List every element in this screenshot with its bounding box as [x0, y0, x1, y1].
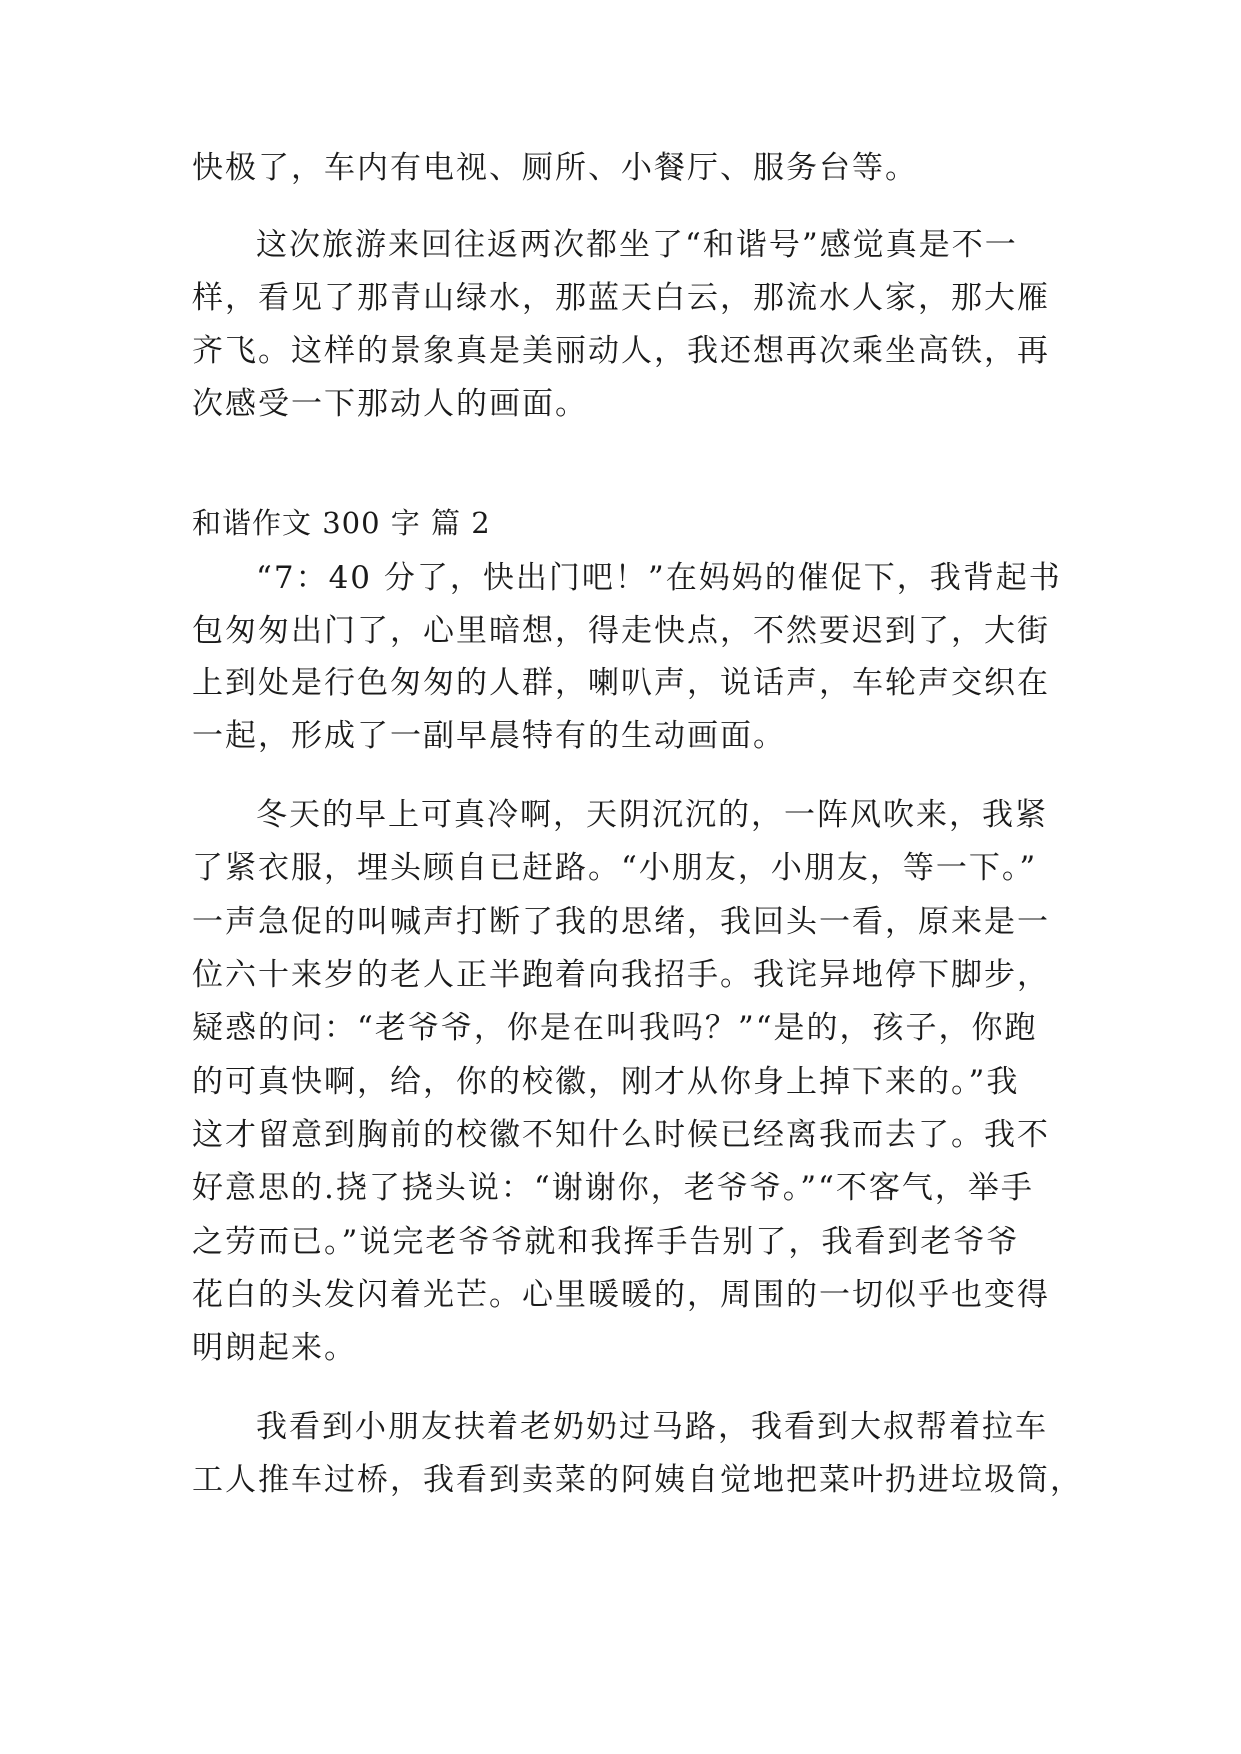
text-line: 上到处是行色匆匆的人群，喇叭声，说话声，车轮声交织在: [192, 665, 1050, 701]
text-line: “7：40 分了，快出门吧！”在妈妈的催促下，我背起书: [256, 560, 1062, 596]
text-line: 包匆匆出门了，心里暗想，得走快点，不然要迟到了，大街: [192, 613, 1050, 649]
text-line: 之劳而已。”说完老爷爷就和我挥手告别了，我看到老爷爷: [192, 1224, 1020, 1260]
section-heading: 和谐作文 300 字 篇 2: [192, 506, 491, 540]
text-line: 样，看见了那青山绿水，那蓝天白云，那流水人家，那大雁: [192, 280, 1050, 316]
text-line: 了紧衣服，埋头顾自已赶路。“小朋友，小朋友，等一下。”: [192, 850, 1038, 886]
text-line: 这才留意到胸前的校徽不知什么时候已经离我而去了。我不: [192, 1117, 1050, 1153]
text-line: 的可真快啊，给，你的校徽，刚才从你身上掉下来的。”我: [192, 1064, 1020, 1100]
text-line: 花白的头发闪着光芒。心里暖暖的，周围的一切似乎也变得: [192, 1277, 1050, 1313]
text-line: 我看到小朋友扶着老奶奶过马路，我看到大叔帮着拉车: [256, 1409, 1048, 1445]
text-line: 工人推车过桥，我看到卖菜的阿姨自觉地把菜叶扔进垃圾筒，: [192, 1462, 1083, 1498]
text-line: 快极了，车内有电视、厕所、小餐厅、服务台等。: [192, 150, 918, 186]
text-line: 位六十来岁的老人正半跑着向我招手。我诧异地停下脚步，: [192, 957, 1050, 993]
text-line: 一声急促的叫喊声打断了我的思绪，我回头一看，原来是一: [192, 904, 1050, 940]
text-line: 齐飞。这样的景象真是美丽动人，我还想再次乘坐高铁，再: [192, 333, 1050, 369]
text-line: 疑惑的问：“老爷爷，你是在叫我吗？”“是的，孩子，你跑: [192, 1010, 1038, 1046]
text-line: 明朗起来。: [192, 1330, 357, 1366]
text-line: 一起，形成了一副早晨特有的生动画面。: [192, 718, 786, 754]
text-line: 这次旅游来回往返两次都坐了“和谐号”感觉真是不一: [256, 227, 1018, 263]
text-line: 好意思的.挠了挠头说：“谢谢你，老爷爷。”“不客气，举手: [192, 1170, 1034, 1206]
text-line: 次感受一下那动人的画面。: [192, 386, 588, 422]
text-line: 冬天的早上可真冷啊，天阴沉沉的，一阵风吹来，我紧: [256, 797, 1048, 833]
